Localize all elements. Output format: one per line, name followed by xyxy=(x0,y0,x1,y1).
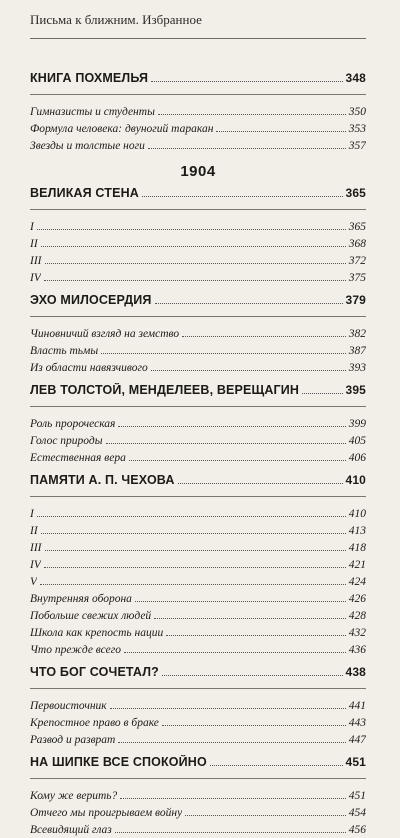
section-rule xyxy=(30,778,366,779)
section-heading xyxy=(30,665,366,680)
section-title: ЛЕВ ТОЛСТОЙ, МЕНДЕЛЕЕВ, ВЕРЕЩАГИН xyxy=(30,383,300,397)
toc-entry xyxy=(30,417,366,432)
section-rule xyxy=(30,496,366,497)
toc-entry xyxy=(30,789,366,804)
dot-leader xyxy=(154,618,346,619)
dot-leader xyxy=(148,148,346,149)
entry-title: IV xyxy=(30,559,41,571)
toc-entry xyxy=(30,237,366,252)
section-page-number: 348 xyxy=(345,71,366,85)
entry-title: Гимназисты и студенты xyxy=(30,106,155,118)
section-heading xyxy=(30,473,366,488)
toc-entry xyxy=(30,733,366,748)
entry-title: III xyxy=(30,255,42,267)
entry-page-number: 421 xyxy=(348,559,366,571)
toc-section xyxy=(30,293,366,376)
entry-title: III xyxy=(30,542,42,554)
entry-title: Развод и разврат xyxy=(30,734,116,746)
entry-title: Внутренняя оборона xyxy=(30,593,132,605)
header-rule xyxy=(30,38,366,39)
toc-section xyxy=(30,383,366,466)
toc-section xyxy=(30,71,366,154)
entry-page-number: 418 xyxy=(348,542,366,554)
toc-entry xyxy=(30,592,366,607)
dot-leader xyxy=(135,601,346,602)
section-page-number: 365 xyxy=(345,186,366,200)
entry-title: Побольше свежих людей xyxy=(30,610,152,622)
entry-page-number: 405 xyxy=(348,435,366,447)
toc-before-year xyxy=(30,71,366,154)
entry-title: Формула человека: двуногий таракан xyxy=(30,123,214,135)
entry-title: Голос природы xyxy=(30,435,103,447)
toc-entry xyxy=(30,716,366,731)
entry-title: Роль пророческая xyxy=(30,418,116,430)
dot-leader xyxy=(166,635,346,636)
section-page-number: 451 xyxy=(345,755,366,769)
toc-entry xyxy=(30,806,366,821)
section-page-number: 395 xyxy=(345,383,366,397)
section-rule xyxy=(30,94,366,95)
dot-leader xyxy=(37,516,346,517)
dot-leader xyxy=(101,353,346,354)
toc-entry xyxy=(30,105,366,120)
toc-entry xyxy=(30,507,366,522)
dot-leader xyxy=(185,815,346,816)
toc-section xyxy=(30,665,366,748)
dot-leader xyxy=(178,483,343,484)
dot-leader xyxy=(120,798,346,799)
section-page-number: 410 xyxy=(345,473,366,487)
toc-entry xyxy=(30,699,366,714)
entry-page-number: 454 xyxy=(348,807,366,819)
toc-entry xyxy=(30,271,366,286)
section-title: ЧТО БОГ СОЧЕТАЛ? xyxy=(30,665,159,679)
toc-entry xyxy=(30,643,366,658)
toc-entry xyxy=(30,451,366,466)
section-page-number: 379 xyxy=(345,293,366,307)
entry-page-number: 350 xyxy=(348,106,366,118)
toc-entry xyxy=(30,327,366,342)
running-head: Письма к ближним. Избранное xyxy=(30,12,202,27)
dot-leader xyxy=(302,393,342,394)
entry-page-number: 447 xyxy=(348,734,366,746)
entry-page-number: 375 xyxy=(348,272,366,284)
entry-title: Школа как крепость нации xyxy=(30,627,164,639)
toc-entry xyxy=(30,344,366,359)
dot-leader xyxy=(124,652,346,653)
entry-page-number: 413 xyxy=(348,525,366,537)
toc-entry xyxy=(30,609,366,624)
toc-entry xyxy=(30,434,366,449)
year-heading: 1904 xyxy=(180,163,216,180)
toc-entry xyxy=(30,524,366,539)
section-title: ЭХО МИЛОСЕРДИЯ xyxy=(30,293,152,307)
entry-page-number: 353 xyxy=(348,123,366,135)
entry-page-number: 382 xyxy=(348,328,366,340)
entry-title: II xyxy=(30,238,38,250)
dot-leader xyxy=(210,765,343,766)
dot-leader xyxy=(162,725,346,726)
dot-leader xyxy=(162,675,343,676)
toc-section xyxy=(30,186,366,286)
dot-leader xyxy=(37,229,346,230)
toc-entry xyxy=(30,541,366,556)
entry-page-number: 428 xyxy=(348,610,366,622)
dot-leader xyxy=(106,443,346,444)
entry-title: I xyxy=(30,221,34,233)
dot-leader xyxy=(44,567,346,568)
dot-leader xyxy=(151,81,342,82)
section-heading xyxy=(30,293,366,308)
section-rule xyxy=(30,406,366,407)
entry-title: Крепостное право в браке xyxy=(30,717,159,729)
section-rule xyxy=(30,688,366,689)
entry-page-number: 424 xyxy=(348,576,366,588)
entry-page-number: 451 xyxy=(348,790,366,802)
entry-page-number: 387 xyxy=(348,345,366,357)
entry-page-number: 393 xyxy=(348,362,366,374)
dot-leader xyxy=(142,196,343,197)
entry-page-number: 436 xyxy=(348,644,366,656)
entry-title: Чиновничий взгляд на земство xyxy=(30,328,180,340)
entry-title: Из области навязчивого xyxy=(30,362,148,374)
dot-leader xyxy=(44,280,346,281)
entry-title: Естественная вера xyxy=(30,452,126,464)
entry-page-number: 372 xyxy=(348,255,366,267)
section-heading xyxy=(30,186,366,201)
entry-title: Что прежде всего xyxy=(30,644,121,656)
dot-leader xyxy=(129,460,346,461)
toc-entry xyxy=(30,254,366,269)
toc-entry xyxy=(30,122,366,137)
section-heading xyxy=(30,383,366,398)
entry-page-number: 426 xyxy=(348,593,366,605)
entry-title: Власть тьмы xyxy=(30,345,99,357)
toc-section xyxy=(30,473,366,658)
entry-title: Отчего мы проигрываем войну xyxy=(30,807,183,819)
section-title: НА ШИПКЕ ВСЕ СПОКОЙНО xyxy=(30,755,207,769)
toc-entry xyxy=(30,558,366,573)
dot-leader xyxy=(118,742,345,743)
entry-title: Кому же верить? xyxy=(30,790,118,802)
section-title: ПАМЯТИ А. П. ЧЕХОВА xyxy=(30,473,175,487)
toc-section xyxy=(30,755,366,838)
entry-title: Первоисточник xyxy=(30,700,107,712)
dot-leader xyxy=(182,336,346,337)
toc-entry xyxy=(30,823,366,838)
entry-title: Звезды и толстые ноги xyxy=(30,140,145,152)
toc-entry xyxy=(30,139,366,154)
toc-entry xyxy=(30,575,366,590)
entry-page-number: 368 xyxy=(348,238,366,250)
entry-page-number: 410 xyxy=(348,508,366,520)
dot-leader xyxy=(41,246,346,247)
section-title: КНИГА ПОХМЕЛЬЯ xyxy=(30,71,149,85)
dot-leader xyxy=(118,426,345,427)
toc-after-year xyxy=(30,186,366,838)
entry-title: Всевидящий глаз xyxy=(30,824,112,836)
entry-title: I xyxy=(30,508,34,520)
entry-page-number: 399 xyxy=(348,418,366,430)
dot-leader xyxy=(115,832,346,833)
entry-title: IV xyxy=(30,272,41,284)
entry-title: II xyxy=(30,525,38,537)
toc-entry xyxy=(30,220,366,235)
dot-leader xyxy=(110,708,346,709)
dot-leader xyxy=(151,370,346,371)
toc-entry xyxy=(30,361,366,376)
entry-page-number: 443 xyxy=(348,717,366,729)
entry-page-number: 357 xyxy=(348,140,366,152)
dot-leader xyxy=(41,533,346,534)
toc-entry xyxy=(30,626,366,641)
section-rule xyxy=(30,316,366,317)
dot-leader xyxy=(158,114,346,115)
section-heading xyxy=(30,71,366,86)
dot-leader xyxy=(216,131,345,132)
entry-page-number: 441 xyxy=(348,700,366,712)
dot-leader xyxy=(40,584,346,585)
entry-title: V xyxy=(30,576,38,588)
dot-leader xyxy=(45,263,346,264)
section-title: ВЕЛИКАЯ СТЕНА xyxy=(30,186,139,200)
entry-page-number: 406 xyxy=(348,452,366,464)
entry-page-number: 456 xyxy=(348,824,366,836)
entry-page-number: 365 xyxy=(348,221,366,233)
dot-leader xyxy=(45,550,346,551)
entry-page-number: 432 xyxy=(348,627,366,639)
dot-leader xyxy=(155,303,343,304)
section-page-number: 438 xyxy=(345,665,366,679)
section-heading xyxy=(30,755,366,770)
section-rule xyxy=(30,209,366,210)
